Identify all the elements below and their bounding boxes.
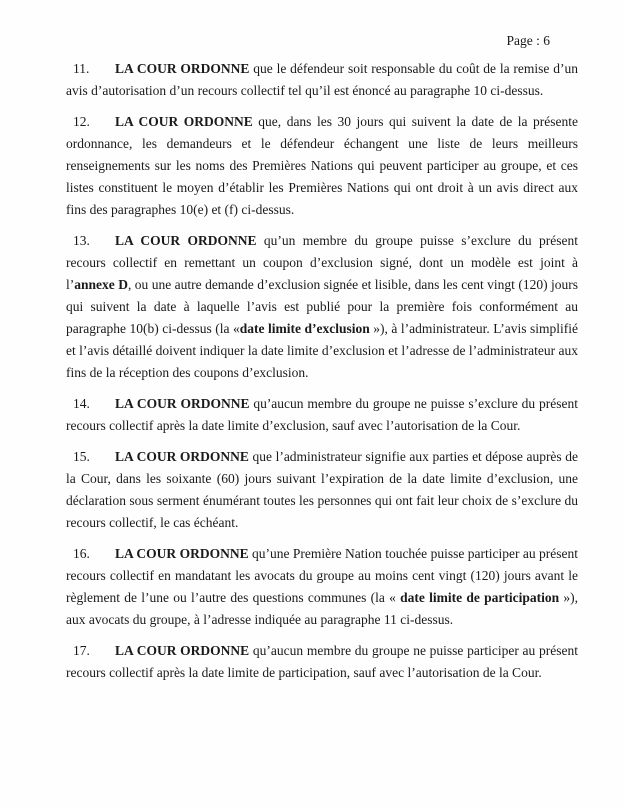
order-paragraph — [66, 230, 578, 384]
paragraph-text: que l’administrateur signifie aux parties et dépose auprès de la Cour, dans les soixante (60) jours suivant l’expiration de la date limite d’exclusion, une déclaration sous serment énumérant toutes les personnes qui ont fait leur choix de s’exclure du recours collectif, le cas échéant. — [66, 449, 579, 530]
paragraph-text: qu’une Première Nation touchée puisse participer au présent recours collectif en mandatant les avocats du groupe au moins cent vingt (120) jours avant le règlement de l’une ou l’autre des questions communes (la « — [66, 546, 578, 605]
order-paragraph — [66, 111, 578, 221]
page-number: Page : 6 — [506, 33, 550, 48]
bold-term: annexe D — [74, 277, 128, 292]
paragraph-number: 13. — [73, 233, 90, 248]
paragraph-text: qu’un membre du groupe puisse s’exclure du présent recours collectif en remettant un coupon d’exclusion signé, dont un modèle est joint à l’ — [66, 233, 579, 292]
paragraph-number: 12. — [73, 114, 90, 129]
paragraph-number: 17. — [73, 643, 90, 658]
paragraph-text: »), aux avocats du groupe, à l’adresse indiquée au paragraphe 11 ci-dessus. — [66, 590, 579, 627]
paragraph-number: 11. — [73, 61, 90, 76]
order-paragraph — [66, 393, 578, 437]
paragraph-number: 16. — [73, 546, 90, 561]
paragraph-lead: LA COUR ORDONNE — [115, 449, 249, 464]
order-paragraph — [66, 58, 578, 102]
paragraph-lead: LA COUR ORDONNE — [115, 396, 250, 411]
paragraph-text: que le défendeur soit responsable du coût de la remise d’un avis d’autorisation d’un recours collectif tel qu’il est énoncé au paragraphe 10 ci-dessus. — [66, 61, 578, 98]
order-paragraph — [66, 640, 578, 684]
paragraph-text: qu’aucun membre du groupe ne puisse s’exclure du présent recours collectif après la date limite d’exclusion, sauf avec l’autorisation de la Cour. — [66, 396, 578, 433]
order-paragraph — [66, 446, 578, 534]
paragraph-lead: LA COUR ORDONNE — [115, 233, 257, 248]
paragraph-lead: LA COUR ORDONNE — [115, 546, 249, 561]
paragraph-text: que, dans les 30 jours qui suivent la date de la présente ordonnance, les demandeurs et le défendeur échangent une liste de leurs meilleurs renseignements sur les noms des Premières Nations qui peuvent participer au groupe, et ces listes constituent le moyen d’établir les Premières Nations qui ont droit à un avis direct aux fins des paragraphes 10(e) et (f) ci-dessus. — [66, 114, 579, 217]
paragraph-text: qu’aucun membre du groupe ne puisse participer au présent recours collectif après la date limite de participation, sauf avec l’autorisation de la Cour. — [66, 643, 578, 680]
paragraph-text: »), à l’administrateur. L’avis simplifié et l’avis détaillé doivent indiquer la date limite d’exclusion et l’adresse de l’administrateur aux fins de la réception des coupons d’exclusion. — [66, 321, 578, 380]
bold-term: date limite de participation — [400, 590, 560, 605]
paragraph-lead: LA COUR ORDONNE — [115, 61, 250, 76]
paragraph-lead: LA COUR ORDONNE — [115, 643, 250, 658]
paragraph-number: 15. — [73, 449, 90, 464]
paragraph-number: 14. — [73, 396, 90, 411]
order-paragraph — [66, 543, 578, 631]
bold-term: date limite d’exclusion — [239, 321, 370, 336]
paragraph-text: , ou une autre demande d’exclusion signée et lisible, dans les cent vingt (120) jours qui suivent la date à laquelle l’avis est publié pour la première fois conformément au paragraphe 10(b) ci-dessus (la « — [66, 277, 579, 336]
document-body — [66, 58, 578, 693]
paragraph-lead: LA COUR ORDONNE — [115, 114, 253, 129]
